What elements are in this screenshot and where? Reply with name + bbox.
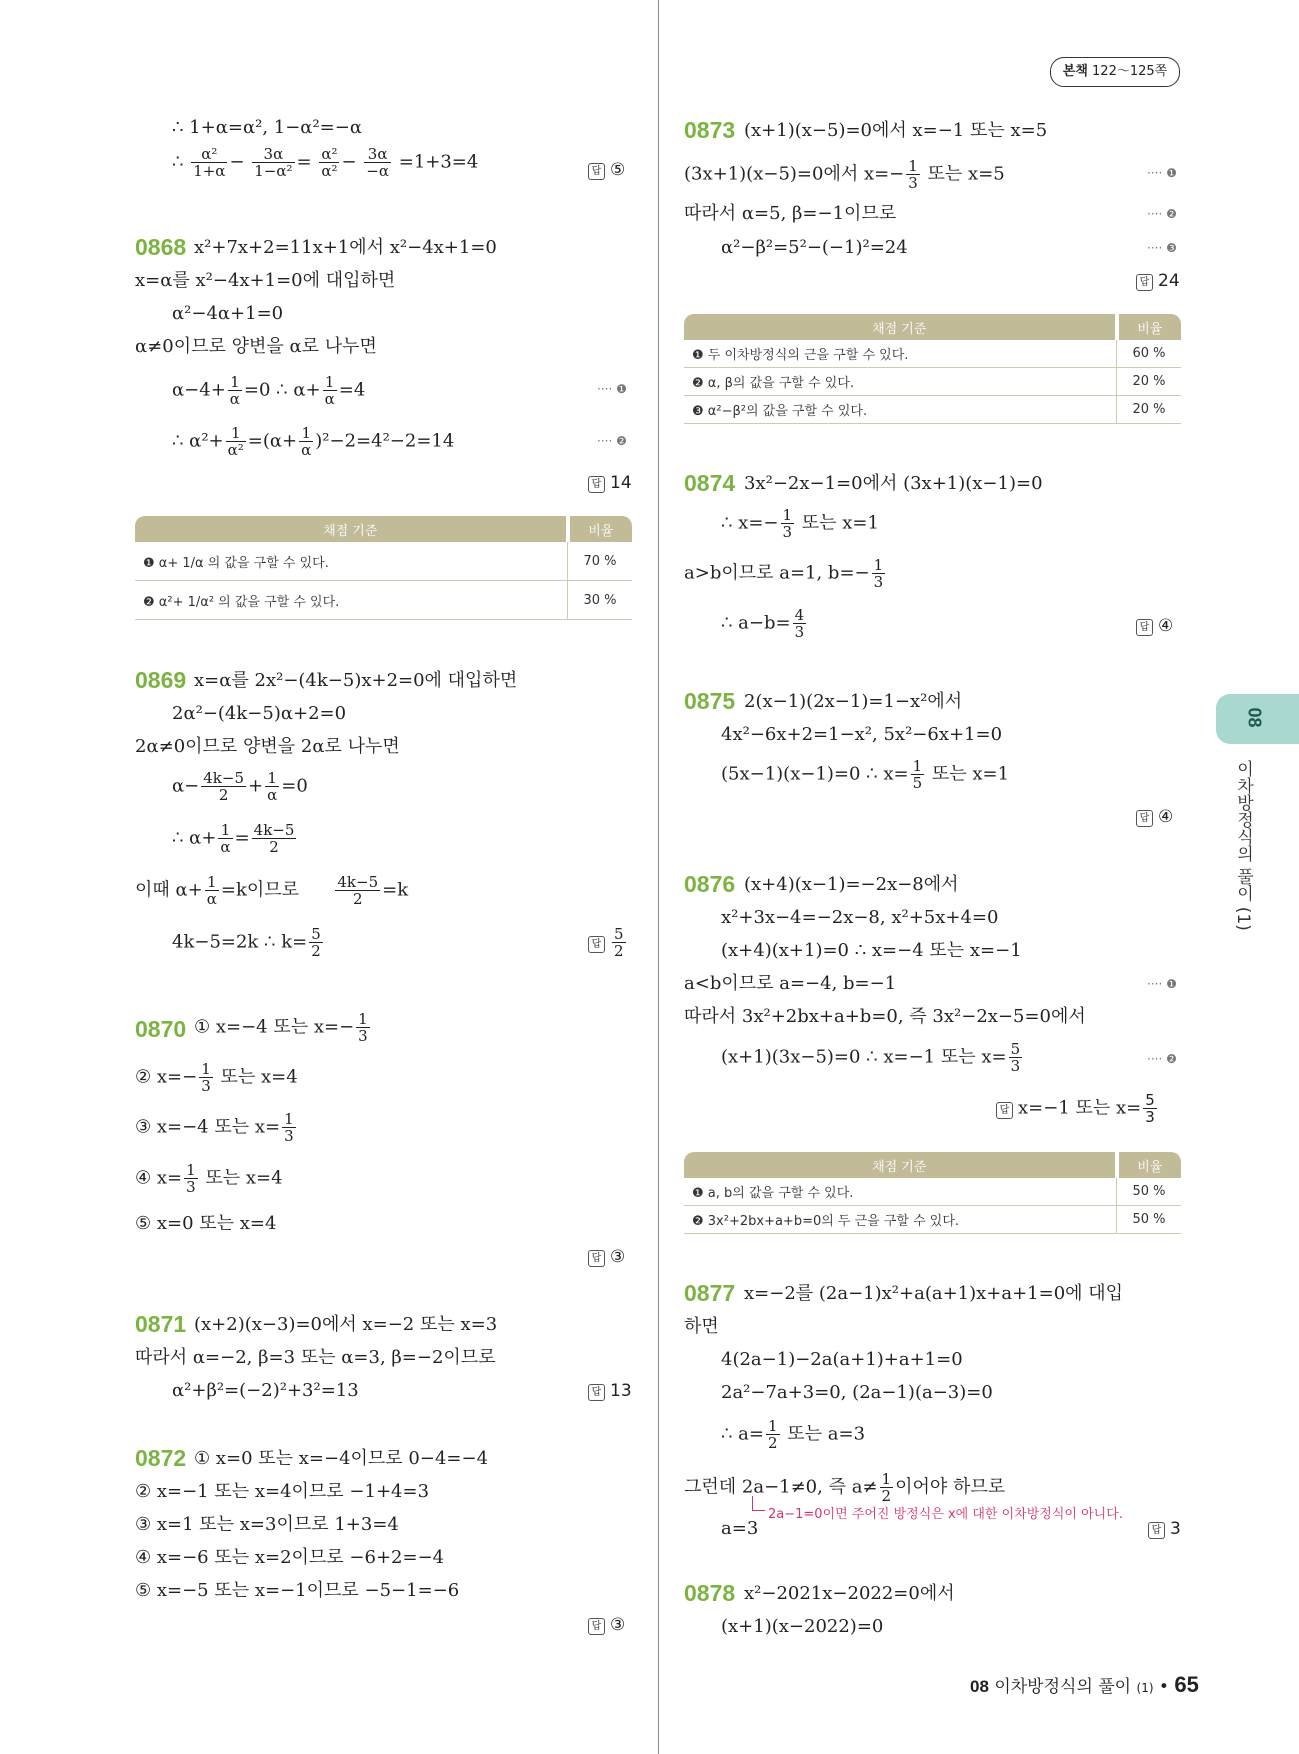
- problem-number: 0876: [684, 871, 736, 897]
- answer-0868: 답 14: [588, 473, 632, 493]
- answer-0870: 답 ③: [588, 1247, 625, 1267]
- chapter-side-title: 이차방정식의 풀이 (1): [1233, 760, 1253, 931]
- answer-0875: 답 ④: [1136, 807, 1173, 827]
- scoring-table-0868: 채점 기준 비율 ❶ α+ 1/α 의 값을 구할 수 있다. 70 % ❷ α²+ 1/α² 의 값을 구할 수 있다. 30 %: [135, 516, 632, 620]
- chapter-tab[interactable]: 08: [1216, 694, 1299, 744]
- answer-0871: 답 13: [588, 1381, 632, 1401]
- answer-0873: 답 24: [1136, 271, 1180, 291]
- answer-0877: 답 3: [1148, 1519, 1181, 1539]
- problem-number: 0871: [135, 1311, 187, 1337]
- problem-number: 0878: [684, 1580, 736, 1606]
- note-connector: [752, 1496, 765, 1511]
- problem-number: 0869: [135, 667, 187, 693]
- problem-number: 0874: [684, 470, 736, 496]
- problem-number: 0872: [135, 1445, 187, 1471]
- column-divider: [658, 0, 659, 1754]
- scoring-table-0873: 채점 기준 비율 ❶ 두 이차방정식의 근을 구할 수 있다. 60 % ❷ α, β의 값을 구할 수 있다. 20 % ❸ α²−β²의 값을 구할 수 있다. 20 %: [684, 314, 1181, 424]
- answer-0867: 답 ⑤: [588, 160, 625, 180]
- frac-line: ∴ $\frac{\text{α²}}{1+\alpha}$ − $\frac{3\alpha}{\text{1−α²}}$ = $\frac{\text{α²}}{\text{α²}}$ − $\frac{3\alpha}{-\alpha}$ =1+3=4: [172, 145, 479, 180]
- problem-number: 0868: [135, 234, 187, 260]
- problem-number: 0873: [684, 117, 736, 143]
- scoring-table-0876: 채점 기준 비율 ❶ a, b의 값을 구할 수 있다. 50 % ❷ 3x²+2bx+a+b=0의 두 근을 구할 수 있다. 50 %: [684, 1152, 1181, 1234]
- problem-number: 0870: [135, 1016, 187, 1042]
- problem-number: 0877: [684, 1280, 736, 1306]
- answer-0876: 답 x=−1 또는 x= $\frac{5}{3}$: [996, 1092, 1159, 1125]
- answer-0872: 답 ③: [588, 1615, 625, 1635]
- reference-badge: 본책 122～125쪽: [1050, 57, 1180, 87]
- problem-number: 0875: [684, 688, 736, 714]
- page-footer: 08 이차방정식의 풀이 (1) • 65: [970, 1672, 1199, 1697]
- answer-0869: 답 $\frac{5}{2}$: [588, 926, 628, 959]
- answer-0874: 답 ④: [1136, 616, 1173, 636]
